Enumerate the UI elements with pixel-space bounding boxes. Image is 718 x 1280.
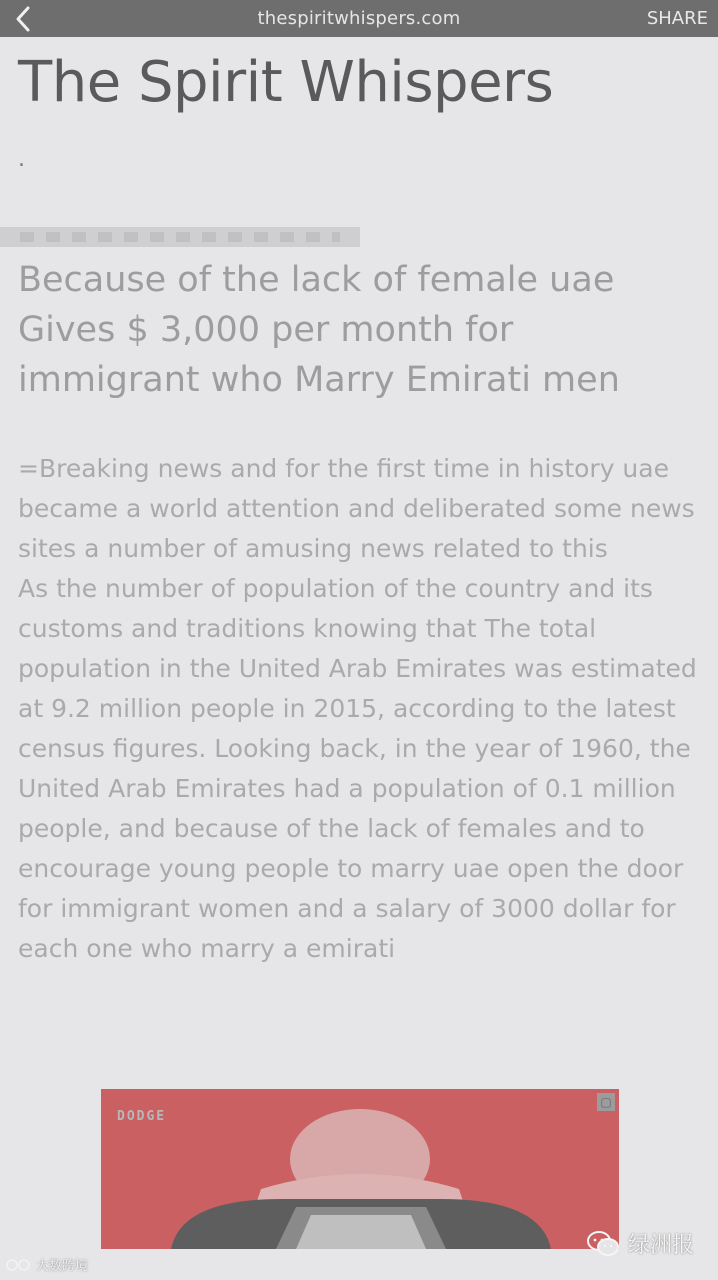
article-headline: Because of the lack of female uae Gives $ 3,000 per month for immigrant who Marry Emirati men: [18, 260, 620, 400]
browser-top-bar: [0, 0, 718, 37]
ad-close-icon[interactable]: ▢: [597, 1093, 615, 1111]
article-paragraph: As the number of population of the country and its customs and traditions knowing that The total population in the United Arab Emirates was estimated at 9.2 million people in 2015, according to the latest census figures. Looking back, in the year of 1960, the United Arab Emirates had a population of 0.1 million people, and because of the lack of females and to encourage young people to marry uae open the door for immigrant women and a salary of 3000 dollar for each one who marry a emirati: [18, 574, 697, 963]
watermark-left: [6, 1255, 88, 1274]
ad-brand-logo: DODGE: [117, 1109, 167, 1124]
watermark-left-text: 大数跨境: [36, 1259, 89, 1274]
watermark-right: [586, 1228, 694, 1259]
site-title[interactable]: The Spirit Whispers: [18, 50, 554, 115]
site-tagline: .: [18, 147, 25, 172]
article-paragraph: =Breaking news and for the first time in history uae became a world attention and deliberated some news sites a number of amusing news related to this: [18, 454, 695, 563]
page-content: [0, 37, 718, 1280]
url-label: thespiritwhispers.com: [257, 8, 461, 29]
watermark-logo-icon: [6, 1258, 32, 1272]
article-meta-bar: [0, 227, 360, 247]
article-body: [18, 449, 708, 969]
share-button[interactable]: SHARE: [646, 8, 708, 29]
car-ad-image: [101, 1089, 619, 1249]
wechat-icon: [586, 1230, 620, 1258]
meta-placeholder: [20, 232, 340, 242]
watermark-right-text: 绿洲报: [627, 1233, 694, 1258]
ad-banner[interactable]: [101, 1089, 619, 1249]
